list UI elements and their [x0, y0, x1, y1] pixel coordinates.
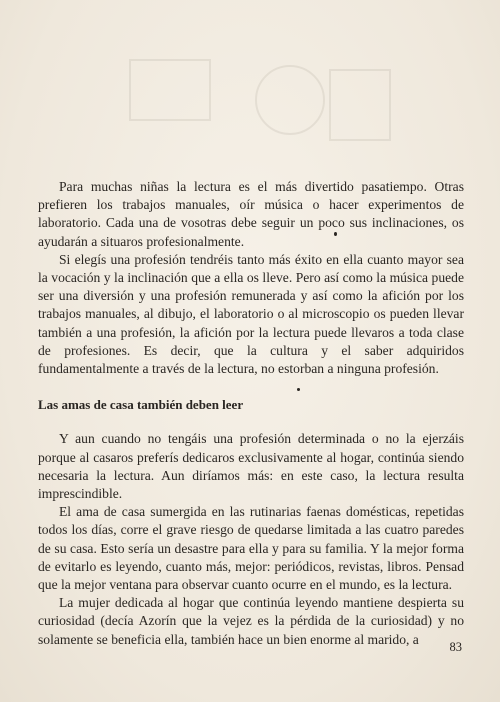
- show-through-illustration: [120, 40, 410, 160]
- page-number: 83: [449, 640, 462, 654]
- section-heading: Las amas de casa también deben leer: [38, 397, 244, 413]
- ink-speck: [297, 388, 300, 391]
- body-text: [38, 178, 464, 649]
- paragraph: Para muchas niñas la lectura es el más divertido pasatiempo. Otras prefieren los trabajos manuales, oír música o hacer experimentos de laboratorio. Cada una de vosotras debe seguir un poco sus inclinaciones, os ayudarán a situaros profesionalmente.: [38, 179, 464, 249]
- paragraph: La mujer dedicada al hogar que continúa leyendo mantiene despierta su curiosidad (decía Azorín que la vejez es la pérdida de la curiosidad) y no solamente se beneficia ella, también hace un bien enorme al marido, a: [38, 595, 464, 647]
- paragraph: El ama de casa sumergida en las rutinarias faenas domésticas, repetidas todos los días, corre el grave riesgo de quedarse limitada a las cuatro paredes de su casa. Esto sería un desastre para ella y para su familia. Y la mejor forma de evitarlo es leyendo, cuanto más, mejor: periódicos, revistas, libros. Pensad que la mejor ventana para observar cuanto ocurre en el mundo, es la lectura.: [38, 504, 464, 593]
- ink-speck: [334, 232, 337, 236]
- paragraph: Si elegís una profesión tendréis tanto más éxito en ella cuanto mayor sea la vocación y la inclinación que a ella os lleve. Pero así como la música puede ser una diversión y una profesión remunerada y así como la afición por los trabajos manuales, al dibujo, el laboratorio o al microscopio os pueden llevar también a una profesión, la afición por la lectura puede llevaros a toda clase de profesiones. Es decir, que la cultura y el saber adquiridos fundamentalmente a través de la lectura, no estorban a ninguna profesión.: [38, 251, 464, 377]
- paragraph: Y aun cuando no tengáis una profesión determinada o no la ejerzáis porque al casaros preferís dedicaros exclusivamente al hogar, continúa siendo necesaria la lectura. Aun diríamos más: en este caso, la lectura resulta imprescindible.: [38, 431, 464, 502]
